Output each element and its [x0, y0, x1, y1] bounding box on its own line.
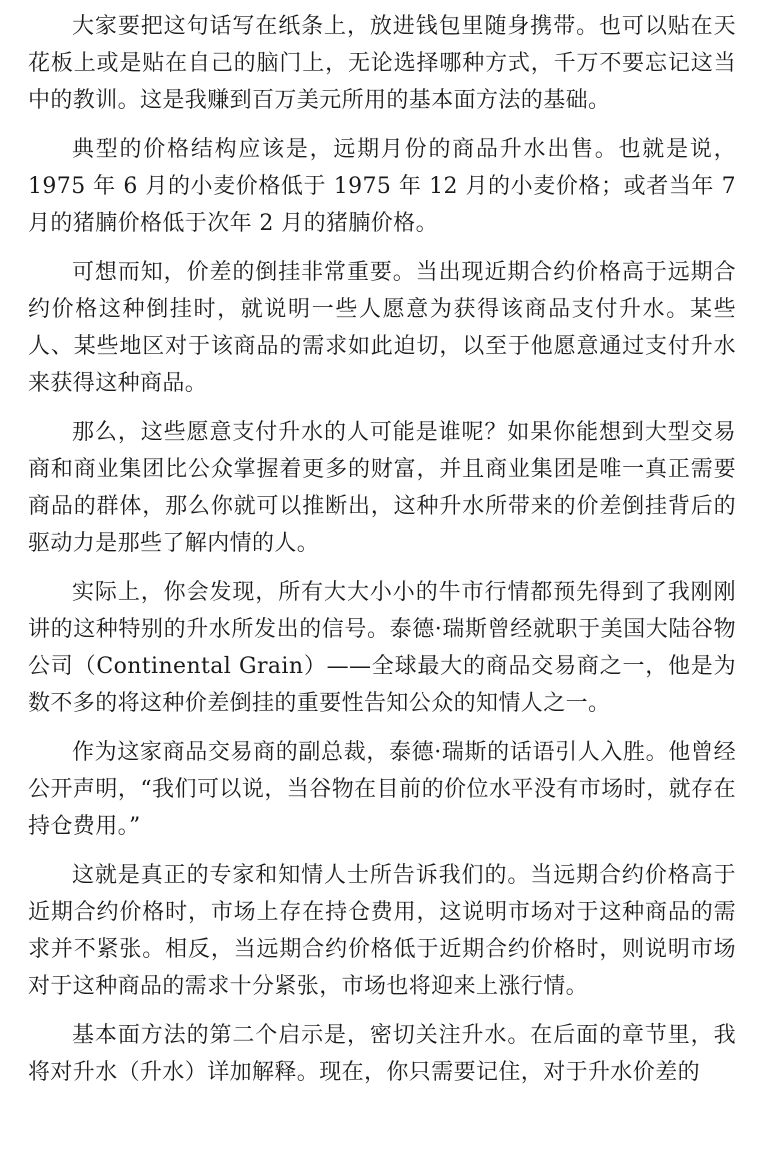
- paragraph-6: 作为这家商品交易商的副总裁，泰德·瑞斯的话语引人入胜。他曾经公开声明，“我们可以说，当谷物在目前的价位水平没有市场时，就存在持仓费用。”: [28, 740, 736, 839]
- paragraph-7: 这就是真正的专家和知情人士所告诉我们的。当远期合约价格高于近期合约价格时，市场上存在持仓费用，这说明市场对于这种商品的需求并不紧张。相反，当远期合约价格低于近期合约价格时，则说明市场对于这种商品的需求十分紧张，市场也将迎来上涨行情。: [28, 863, 736, 999]
- paragraph-2: 典型的价格结构应该是，远期月份的商品升水出售。也就是说，1975 年 6 月的小麦价格低于 1975 年 12 月的小麦价格；或者当年 7 月的猪腩价格低于次年 2 月的猪腩价格。: [28, 137, 736, 236]
- paragraph-8: 基本面方法的第二个启示是，密切关注升水。在后面的章节里，我将对升水（升水）详加解释。现在，你只需要记住，对于升水价差的: [28, 1023, 736, 1085]
- paragraph-5: 实际上，你会发现，所有大大小小的牛市行情都预先得到了我刚刚讲的这种特别的升水所发出的信号。泰德·瑞斯曾经就职于美国大陆谷物公司（Continental Grain）——全球最大的商品交易商之一，他是为数不多的将这种价差倒挂的重要性告知公众的知情人之一。: [28, 580, 736, 716]
- paragraph-1: 大家要把这句话写在纸条上，放进钱包里随身携带。也可以贴在天花板上或是贴在自己的脑门上，无论选择哪种方式，千万不要忘记这当中的教训。这是我赚到百万美元所用的基本面方法的基础。: [28, 14, 736, 113]
- document-page: [28, 8, 736, 1103]
- paragraph-4: 那么，这些愿意支付升水的人可能是谁呢？如果你能想到大型交易商和商业集团比公众掌握着更多的财富，并且商业集团是唯一真正需要商品的群体，那么你就可以推断出，这种升水所带来的价差倒挂背后的驱动力是那些了解内情的人。: [28, 420, 736, 556]
- paragraph-3: 可想而知，价差的倒挂非常重要。当出现近期合约价格高于远期合约价格这种倒挂时，就说明一些人愿意为获得该商品支付升水。某些人、某些地区对于该商品的需求如此迫切，以至于他愿意通过支付升水来获得这种商品。: [28, 260, 736, 396]
